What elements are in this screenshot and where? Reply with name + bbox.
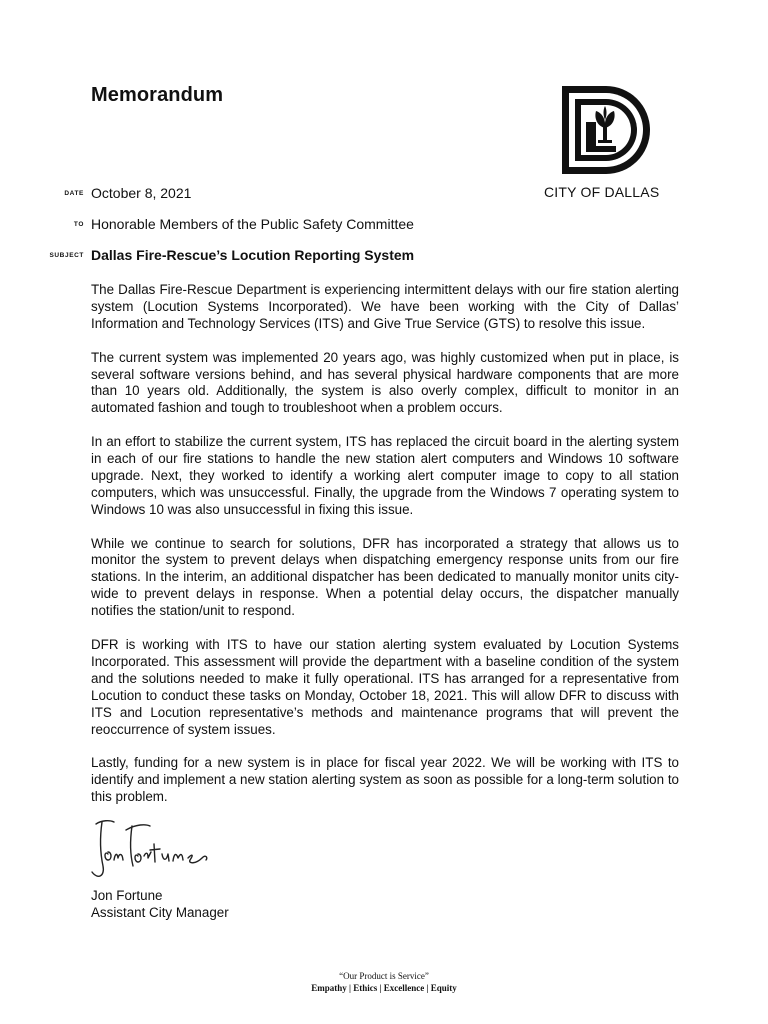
body-paragraph: The Dallas Fire-Rescue Department is experiencing intermittent delays with our fire station alerting system (Locution Systems Incorporated). We have been working with the City of Dallas’ Information and Technology Services (ITS) and Give True Service (GTS) to resolve this issue. — [91, 282, 679, 331]
subject-value: Dallas Fire-Rescue’s Locution Reporting System — [91, 247, 415, 263]
to-value: Honorable Members of the Public Safety Committee — [91, 216, 414, 232]
footer — [0, 970, 768, 994]
footer-motto: “Our Product is Service” — [339, 971, 429, 981]
body-paragraph: In an effort to stabilize the current system, ITS has replaced the circuit board in the alerting system in each of our fire stations to handle the new station alert computers and Windows 10 software upgrade. Next, they worked to identify a working alert computer image to copy to all station computers, which was unsuccessful. Finally, the upgrade from the Windows 7 operating system to Windows 10 was also unsuccessful in fixing this issue. — [91, 434, 679, 517]
signer-role: Assistant City Manager — [91, 904, 229, 920]
signer-name: Jon Fortune — [91, 888, 163, 903]
memo-body — [91, 282, 679, 823]
body-paragraph: DFR is working with ITS to have our station alerting system evaluated by Locution Systems Incorporated. This assessment will provide the department with a baseline condition of the system and the solutions needed to make it fully operational. ITS has arranged for a representative from Locution to conduct these tasks on Monday, October 18, 2021. This will allow DFR to discuss with ITS and Locution representative’s methods and maintenance programs that will prevent the reoccurrence of system issues. — [91, 636, 679, 737]
handwritten-signature-icon — [84, 814, 214, 884]
city-of-dallas-d-logo-icon — [560, 84, 652, 176]
city-name: CITY OF DALLAS — [544, 184, 660, 200]
body-paragraph: The current system was implemented 20 years ago, was highly customized when put in place, is several software versions behind, and has several physical hardware components that are more than 10 years old. Additionally, the system is also overly complex, difficult to monitor in an automated fashion and tough to troubleshoot when a problem occurs. — [91, 349, 679, 416]
signer-block — [91, 888, 229, 921]
date-value: October 8, 2021 — [91, 185, 192, 201]
footer-values: Empathy | Ethics | Excellence | Equity — [311, 983, 457, 993]
body-paragraph: While we continue to search for solutions, DFR has incorporated a strategy that allows us to monitor the system to prevent delays when dispatching emergency response units from our fire stations. In the interim, an additional dispatcher has been dedicated to manually monitor units city-wide to prevent delays in response. When a potential delay occurs, the dispatcher manually notifies the station/unit to respond. — [91, 535, 679, 619]
body-paragraph: Lastly, funding for a new system is in place for fiscal year 2022. We will be working with ITS to identify and implement a new station alerting system as soon as possible for a long-term solution to this problem. — [91, 755, 679, 805]
to-label: TO — [73, 221, 84, 228]
subject-label: SUBJECT — [49, 252, 84, 259]
date-label: DATE — [64, 190, 84, 197]
memo-title: Memorandum — [91, 84, 224, 106]
